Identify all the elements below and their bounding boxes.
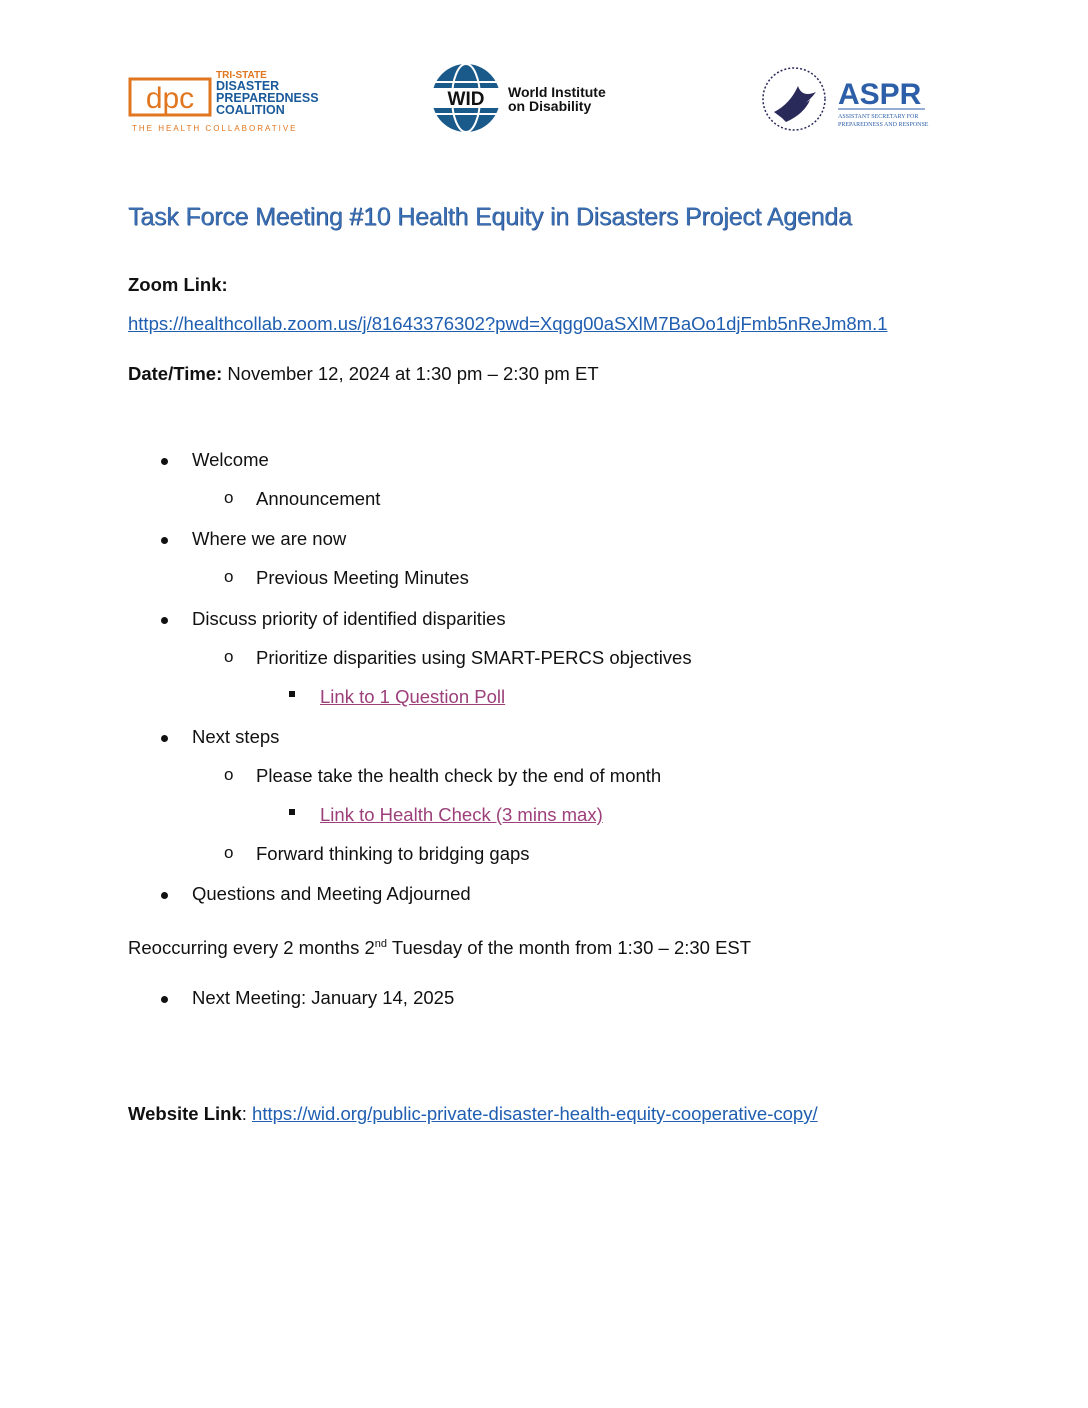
agenda-item-next-steps: Next steps <box>192 726 280 747</box>
website-label: Website Link <box>128 1103 242 1124</box>
agenda-subitem-forward: Forward thinking to bridging gaps <box>256 843 530 864</box>
svg-text:ASSISTANT SECRETARY FOR: ASSISTANT SECRETARY FOR <box>838 114 919 120</box>
zoom-link[interactable]: https://healthcollab.zoom.us/j/81643376302?pwd=Xqgg00aSXlM7BaOo1djFmb5nReJm8m.1 <box>128 313 888 334</box>
circle-bullet-icon: o <box>224 488 234 507</box>
recurring-sup: nd <box>374 938 388 950</box>
agenda-item-discuss: Discuss priority of identified disparities <box>192 608 506 629</box>
svg-text:on Disability: on Disability <box>508 98 592 114</box>
recurring-prefix: Reoccurring every 2 months 2 <box>128 937 375 958</box>
datetime-row <box>128 363 599 385</box>
square-bullet-icon <box>289 691 295 697</box>
svg-text:PREPAREDNESS AND RESPONSE: PREPAREDNESS AND RESPONSE <box>838 122 929 128</box>
agenda-item-questions: Questions and Meeting Adjourned <box>192 883 471 904</box>
page-title: Task Force Meeting #10 Health Equity in Disasters Project Agenda <box>128 203 852 231</box>
bullet-dot-icon <box>161 996 168 1003</box>
dpc-logo <box>128 66 319 134</box>
bullet-dot-icon <box>161 458 168 465</box>
circle-bullet-icon: o <box>224 765 234 784</box>
next-meeting: Next Meeting: January 14, 2025 <box>192 987 455 1008</box>
agenda-subitem-prev-minutes: Previous Meeting Minutes <box>256 567 469 588</box>
agenda-item-welcome: Welcome <box>192 449 269 470</box>
zoom-label: Zoom Link: <box>128 274 228 295</box>
agenda-subitem-announcement: Announcement <box>256 488 381 509</box>
svg-text:COALITION: COALITION <box>216 103 285 117</box>
hhs-eagle-icon <box>760 64 930 134</box>
svg-text:WID: WID <box>447 89 485 110</box>
svg-text:TRI-STATE: TRI-STATE <box>216 70 267 81</box>
agenda-subitem-health-check: Please take the health check by the end of month <box>256 765 662 786</box>
aspr-logo <box>760 64 930 134</box>
datetime-value: November 12, 2024 at 1:30 pm – 2:30 pm ET <box>222 363 599 384</box>
circle-bullet-icon: o <box>224 647 234 666</box>
circle-bullet-icon: o <box>224 843 234 862</box>
circle-bullet-icon: o <box>224 567 234 586</box>
bullet-dot-icon <box>161 735 168 742</box>
zoom-link-row <box>128 313 888 335</box>
globe-icon <box>430 62 630 134</box>
datetime-label: Date/Time: <box>128 363 223 384</box>
website-colon: : <box>241 1103 253 1124</box>
website-link[interactable]: https://wid.org/public-private-disaster-health-equity-cooperative-copy/ <box>252 1103 818 1124</box>
health-check-link[interactable]: Link to Health Check (3 mins max) <box>320 804 603 825</box>
svg-text:dpc: dpc <box>145 82 195 115</box>
svg-text:PREPAREDNESS: PREPAREDNESS <box>216 91 319 105</box>
poll-link[interactable]: Link to 1 Question Poll <box>320 686 506 707</box>
bullet-dot-icon <box>161 537 168 544</box>
square-bullet-icon <box>289 809 295 815</box>
svg-text:World Institute: World Institute <box>508 84 606 100</box>
agenda-subitem-prioritize: Prioritize disparities using SMART-PERCS objectives <box>256 647 692 668</box>
recurring-note <box>128 937 751 959</box>
bullet-dot-icon <box>161 892 168 899</box>
dpc-logo-mark <box>128 66 319 134</box>
bullet-dot-icon <box>161 617 168 624</box>
recurring-suffix: Tuesday of the month from 1:30 – 2:30 EST <box>387 937 752 958</box>
agenda-item-where-now: Where we are now <box>192 528 347 549</box>
svg-text:ASPR: ASPR <box>838 78 922 111</box>
website-row <box>128 1103 818 1125</box>
wid-logo <box>430 62 630 134</box>
svg-text:DISASTER: DISASTER <box>216 79 280 93</box>
svg-text:THE HEALTH COLLABORATIVE: THE HEALTH COLLABORATIVE <box>132 124 298 133</box>
